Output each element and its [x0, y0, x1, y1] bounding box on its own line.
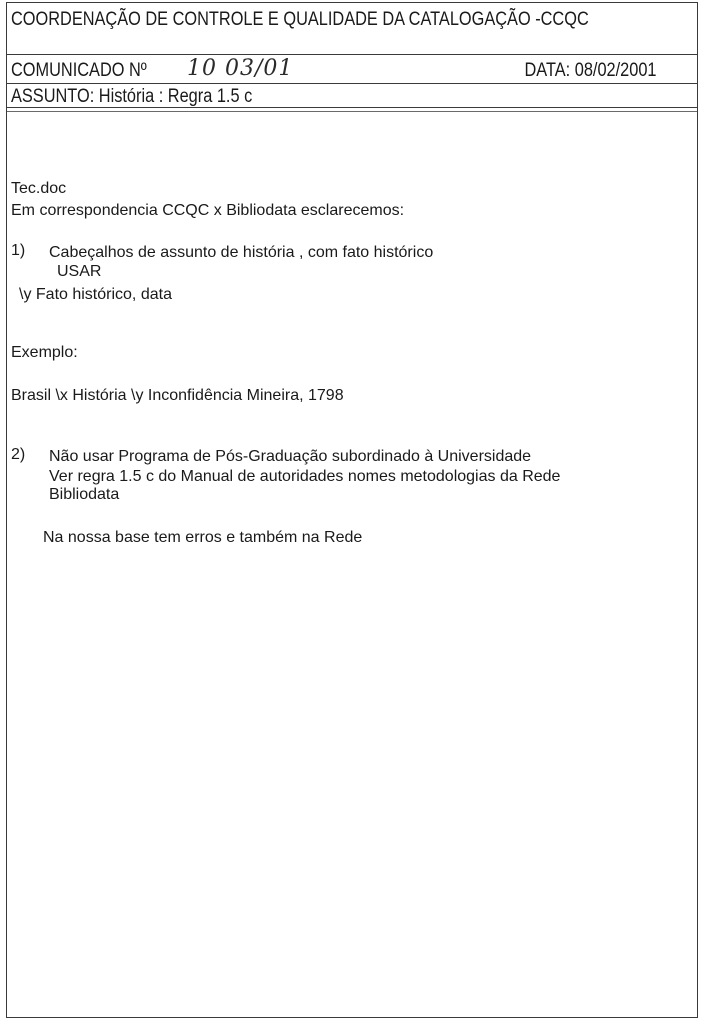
- memo-page: [6, 2, 698, 1018]
- header-divider: [7, 108, 697, 112]
- comunicado-label: COMUNICADO Nº: [11, 60, 147, 81]
- item-2-number: 2): [11, 446, 26, 463]
- subject-field: [11, 86, 252, 108]
- subject-value: História : Regra 1.5 c: [98, 86, 253, 107]
- subject-label: ASSUNTO:: [11, 86, 95, 107]
- example-value: Brasil \x História \y Inconfidência Mineira, 1798: [11, 387, 344, 404]
- item-2-line-3: Bibliodata: [49, 486, 120, 503]
- item-1-line-2: USAR: [57, 263, 102, 280]
- note-text: Na nossa base tem erros e também na Rede: [43, 529, 363, 546]
- header-assunto-row: [7, 84, 697, 108]
- recipient: Tec.doc: [11, 180, 67, 197]
- intro-text: Em correspondencia CCQC x Bibliodata esclarecemos:: [11, 202, 405, 219]
- item-2-line-2: Ver regra 1.5 c do Manual de autoridades nomes metodologias da Rede: [49, 468, 561, 485]
- page-title: COORDENAÇÃO DE CONTROLE E QUALIDADE DA CATALOGAÇÃO -CCQC: [11, 9, 589, 30]
- item-2-line-1: Não usar Programa de Pós-Graduação subordinado à Universidade: [49, 448, 532, 465]
- date-label: DATA:: [524, 60, 571, 81]
- header-comunicado-row: [7, 55, 697, 84]
- example-label: Exemplo:: [11, 344, 78, 361]
- item-1-number: 1): [11, 242, 26, 259]
- date-value: 08/02/2001: [575, 60, 657, 81]
- comunicado-number-handwritten: 10 03/01: [187, 56, 294, 81]
- item-1-line-1: Cabeçalhos de assunto de história , com fato histórico: [49, 244, 434, 261]
- date-field: [525, 60, 657, 82]
- header-title-row: [7, 3, 697, 55]
- item-1-line-3: \y Fato histórico, data: [19, 286, 172, 303]
